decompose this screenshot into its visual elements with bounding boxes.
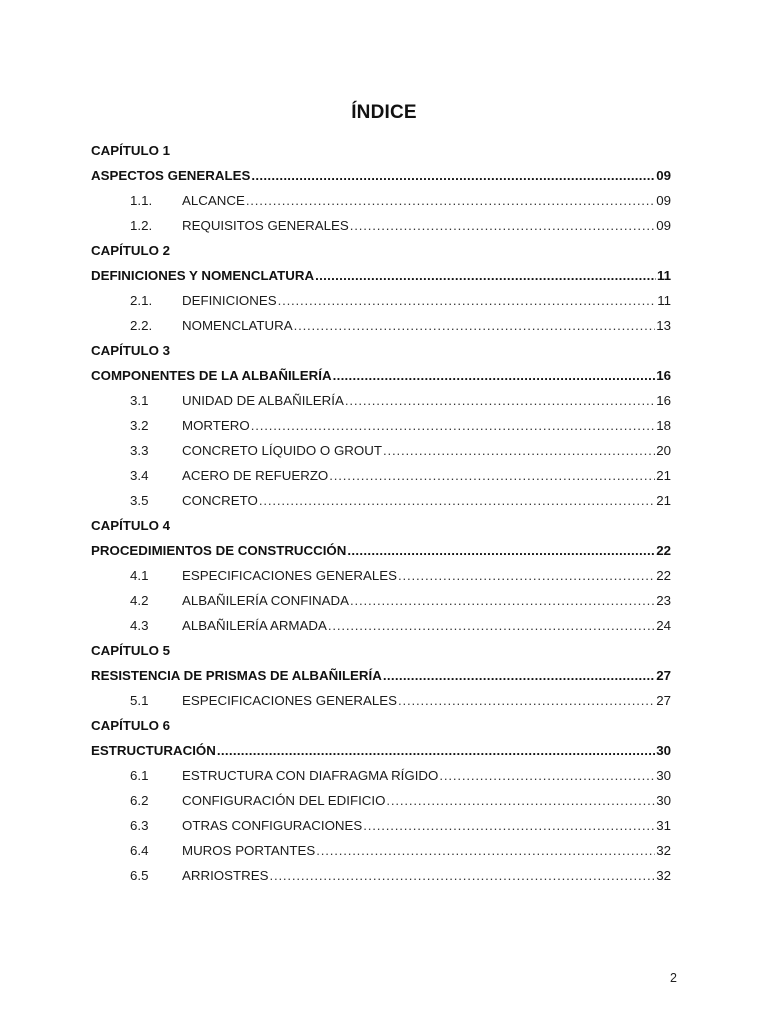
section-page-number: 30 [656, 768, 671, 783]
section-page-number: 22 [656, 568, 671, 583]
dot-leader [386, 788, 655, 813]
section-page-number: 09 [656, 218, 671, 233]
section-entry[interactable] [91, 863, 671, 888]
chapter-page-number: 11 [656, 268, 671, 283]
section-entry[interactable] [91, 188, 671, 213]
section-number: 1.2. [130, 218, 153, 233]
chapter-page-number: 27 [656, 668, 671, 683]
dot-leader [269, 863, 655, 888]
section-number: 2.2. [130, 318, 153, 333]
section-entry[interactable] [91, 488, 671, 513]
page-number: 2 [670, 971, 677, 985]
chapter-page-number: 22 [656, 543, 671, 558]
section-page-number: 20 [656, 443, 671, 458]
section-entry[interactable] [91, 413, 671, 438]
chapter-page-number: 16 [656, 368, 671, 383]
section-title: ALBAÑILERÍA ARMADA [182, 618, 327, 633]
chapter-label: CAPÍTULO 4 [91, 518, 171, 533]
section-entry[interactable] [91, 313, 671, 338]
dot-leader [246, 188, 655, 213]
section-entry[interactable] [91, 388, 671, 413]
section-title: ALCANCE [182, 193, 245, 208]
section-number: 3.1 [130, 393, 149, 408]
dot-leader [350, 213, 655, 238]
dot-leader [328, 613, 655, 638]
section-entry[interactable] [91, 463, 671, 488]
section-title: CONCRETO LÍQUIDO O GROUT [182, 443, 382, 458]
dot-leader [347, 538, 655, 563]
section-title: ESPECIFICACIONES GENERALES [182, 693, 398, 708]
section-entry[interactable] [91, 813, 671, 838]
section-title: MORTERO [182, 418, 250, 433]
dot-leader [333, 363, 656, 388]
chapter-entry[interactable] [91, 538, 671, 563]
chapter-entry[interactable] [91, 738, 671, 763]
section-number: 6.4 [130, 843, 149, 858]
section-entry[interactable] [91, 688, 671, 713]
chapter-label: CAPÍTULO 3 [91, 343, 171, 358]
section-title: ACERO DE REFUERZO [182, 468, 329, 483]
section-title: ARRIOSTRES [182, 868, 269, 883]
section-title: CONCRETO [182, 493, 258, 508]
dot-leader [278, 288, 657, 313]
section-number: 6.3 [130, 818, 149, 833]
section-title: CONFIGURACIÓN DEL EDIFICIO [182, 793, 386, 808]
section-number: 3.5 [130, 493, 149, 508]
section-title: ALBAÑILERÍA CONFINADA [182, 593, 349, 608]
chapter-label: CAPÍTULO 5 [91, 643, 171, 658]
dot-leader [439, 763, 655, 788]
section-number: 1.1. [130, 193, 153, 208]
section-page-number: 30 [656, 793, 671, 808]
section-page-number: 09 [656, 193, 671, 208]
page-title: ÍNDICE [351, 102, 417, 123]
chapter-label: CAPÍTULO 6 [91, 718, 171, 733]
section-number: 4.2 [130, 593, 149, 608]
chapter-title: DEFINICIONES Y NOMENCLATURA [91, 268, 315, 283]
section-number: 4.3 [130, 618, 149, 633]
chapter-title: RESISTENCIA DE PRISMAS DE ALBAÑILERÍA [91, 668, 382, 683]
dot-leader [329, 463, 655, 488]
section-page-number: 16 [656, 393, 671, 408]
section-number: 5.1 [130, 693, 149, 708]
dot-leader [383, 663, 655, 688]
section-entry[interactable] [91, 763, 671, 788]
dot-leader [363, 813, 655, 838]
table-of-contents [91, 138, 671, 888]
dot-leader [398, 688, 655, 713]
section-entry[interactable] [91, 213, 671, 238]
section-title: UNIDAD DE ALBAÑILERÍA [182, 393, 344, 408]
chapter-label: CAPÍTULO 2 [91, 243, 171, 258]
section-page-number: 13 [656, 318, 671, 333]
section-title: MUROS PORTANTES [182, 843, 316, 858]
section-number: 3.4 [130, 468, 149, 483]
chapter-title: COMPONENTES DE LA ALBAÑILERÍA [91, 368, 332, 383]
dot-leader [315, 263, 656, 288]
section-number: 6.2 [130, 793, 149, 808]
dot-leader [259, 488, 655, 513]
section-page-number: 31 [656, 818, 671, 833]
dot-leader [294, 313, 656, 338]
chapter-entry[interactable] [91, 663, 671, 688]
section-title: NOMENCLATURA [182, 318, 293, 333]
chapter-entry[interactable] [91, 163, 671, 188]
chapter-title: ASPECTOS GENERALES [91, 168, 251, 183]
section-title: ESTRUCTURA CON DIAFRAGMA RÍGIDO [182, 768, 439, 783]
chapter-page-number: 30 [656, 743, 671, 758]
section-number: 2.1. [130, 293, 153, 308]
section-page-number: 24 [656, 618, 671, 633]
section-page-number: 32 [656, 868, 671, 883]
chapter-entry[interactable] [91, 263, 671, 288]
section-page-number: 11 [657, 293, 671, 308]
section-page-number: 27 [656, 693, 671, 708]
section-title: OTRAS CONFIGURACIONES [182, 818, 363, 833]
section-page-number: 23 [656, 593, 671, 608]
chapter-page-number: 09 [656, 168, 671, 183]
section-entry[interactable] [91, 588, 671, 613]
section-page-number: 21 [656, 493, 671, 508]
chapter-title: ESTRUCTURACIÓN [91, 743, 216, 758]
chapter-entry[interactable] [91, 363, 671, 388]
section-title: ESPECIFICACIONES GENERALES [182, 568, 398, 583]
section-entry[interactable] [91, 288, 671, 313]
section-number: 6.5 [130, 868, 149, 883]
section-entry[interactable] [91, 838, 671, 863]
dot-leader [350, 588, 655, 613]
dot-leader [398, 563, 655, 588]
section-entry[interactable] [91, 613, 671, 638]
section-number: 4.1 [130, 568, 149, 583]
section-page-number: 32 [656, 843, 671, 858]
section-entry[interactable] [91, 788, 671, 813]
section-page-number: 18 [656, 418, 671, 433]
chapter-label: CAPÍTULO 1 [91, 143, 171, 158]
section-entry[interactable] [91, 438, 671, 463]
dot-leader [316, 838, 655, 863]
section-number: 6.1 [130, 768, 149, 783]
section-entry[interactable] [91, 563, 671, 588]
section-title: REQUISITOS GENERALES [182, 218, 349, 233]
section-number: 3.3 [130, 443, 149, 458]
dot-leader [251, 413, 655, 438]
section-number: 3.2 [130, 418, 149, 433]
chapter-title: PROCEDIMIENTOS DE CONSTRUCCIÓN [91, 543, 347, 558]
dot-leader [383, 438, 655, 463]
section-title: DEFINICIONES [182, 293, 277, 308]
dot-leader [251, 163, 655, 188]
section-page-number: 21 [656, 468, 671, 483]
dot-leader [217, 738, 655, 763]
dot-leader [345, 388, 655, 413]
